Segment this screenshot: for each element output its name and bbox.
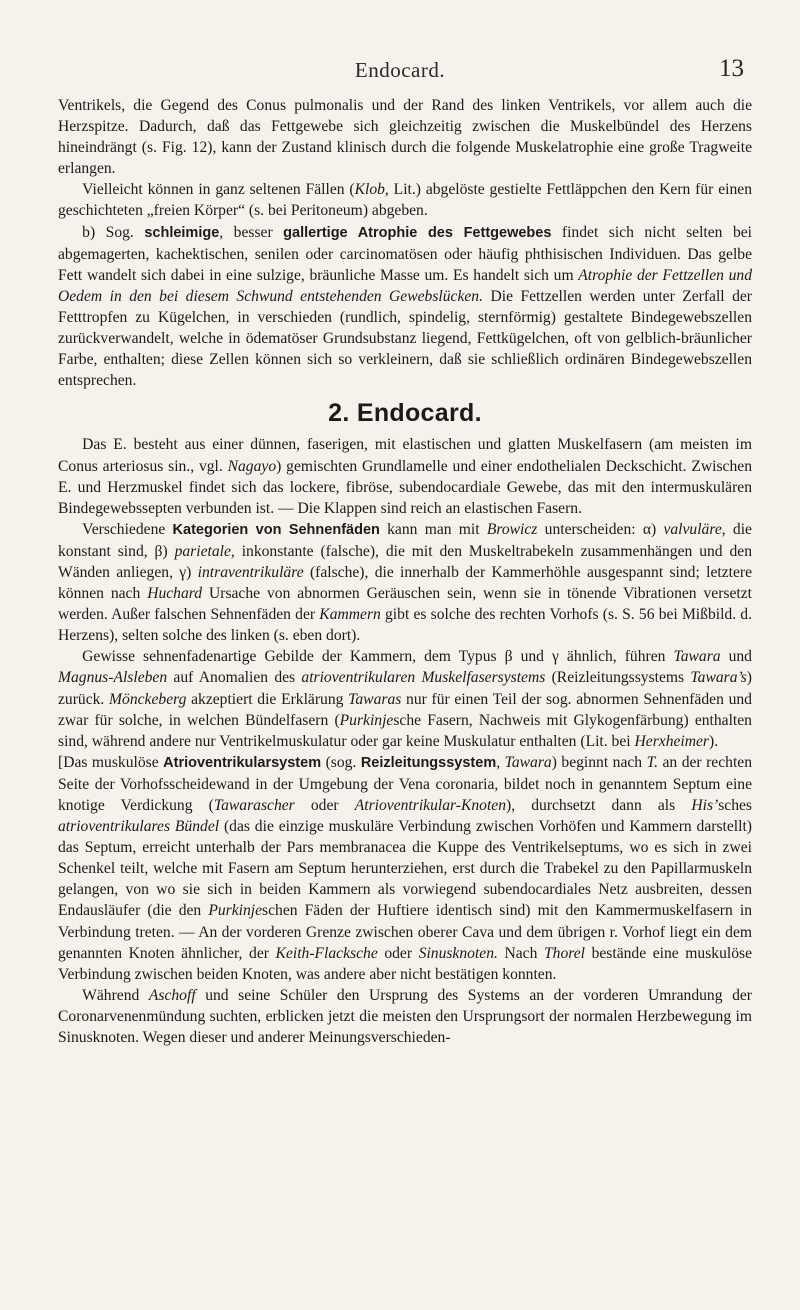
paragraph-3: b) Sog. schleimige, besser gallertige Atrophie des Fettgewebes findet sich nicht selten bei abgemagerten, kachektischen, senilen oder carcinomatösen oder häufig phthisischen Individuen. Das gelbe Fett wandelt sich dabei in eine sulzige, bräunliche Masse um. Es handelt sich um Atrophie der Fettzellen und Oedem in den bei diesem Schwund entstehenden Gewebslücken. Die Fettzellen werden unter Zerfall der Fetttropfen zu Kügelchen, in verschieden (rundlich, spindelig, sternförmig) gestaltete Bindegewebszellen zurückverwandelt, welche in ödematöser Grundsubstanz liegend, Fettkügelchen, oft von gelblich-bräunlicher Farbe, enthalten; diese Zellen können sich so verkleinern, daß sie schließlich ordinären Bindegewebszellen entsprechen. <box>58 223 753 390</box>
paragraph-4: Das E. besteht aus einer dünnen, faserigen, mit elastischen und glatten Muskelfasern (am meisten im Conus arteriosus sin., vgl. Nagayo) gemischten Grundlamelle und einer endothelialen Deckschicht. Zwischen E. und Herzmuskel findet sich das lockere, fibröse, subendocardiale Gewebe, das mit den intermuskulären Bindegewebssepten verbunden ist. — Die Klappen sind reich an elastischen Fasern. <box>58 436 752 517</box>
paragraph-2: Vielleicht können in ganz seltenen Fällen (Klob, Lit.) abgelöste gestielte Fettläppchen den Kern für einen geschichteten „freien Körper“ (s. bei Peritoneum) abgeben. <box>58 181 752 220</box>
page-number: 13 <box>719 55 744 82</box>
paragraph-1: Ventrikels, die Gegend des Conus pulmonalis und der Rand des linken Ventrikels, vor allem auch die Herzspitze. Dadurch, daß das Fettgewebe sich gleichzeitig zwischen die Muskelbündel des Herzens hineindrängt (s. Fig. 12), kann der Zustand klinisch durch die folgende Muskelatrophie eine große Tragweite erlangen. <box>58 97 752 178</box>
section-heading: 2. Endocard. <box>328 399 482 428</box>
paragraph-6: Gewisse sehnenfadenartige Gebilde der Kammern, dem Typus β und γ ähnlich, führen Tawara und Magnus-Alsleben auf Anomalien des atrioventrikularen Muskelfasersystems (Reizleitungssystems Tawara’s) zurück. Mönckeberg akzeptiert die Erklärung Tawaras nur für einen Teil der sog. abnormen Sehnenfäden und zwar für solche, in welchen Bündelfasern (Purkinjesche Fasern, Nachweis mit Glykogenfärbung) enthalten sind, während andere nur Ventrikelmuskulatur oder gar keine Muskulatur enthalten (Lit. bei Herxheimer). <box>58 648 752 750</box>
paragraph-8: Während Aschoff und seine Schüler den Ursprung des Systems an der vorderen Umrandung der Coronarvenenmündung suchten, erblicken jetzt die meisten den Ursprungsort der normalen Herzbewegung im Sinusknoten. Wegen dieser und anderer Meinungsverschieden- <box>58 986 752 1047</box>
paragraph-7: [Das muskulöse Atrioventrikularsystem (sog. Reizleitungssystem, Tawara) beginnt nach T. an der rechten Seite der Vorhofsscheidewand in der Umgebung der Vena coronaria, bildet noch in genanntem Septum eine knotige Verdickung (Tawarascher oder Atrioventrikular-Knoten), durchsetzt dann als His’sches atrioventrikulares Bündel (das die einzige muskuläre Verbindung zwischen Vorhöfen und Kammern darstellt) das Septum, erreicht unterhalb der Pars membranacea die Kuppe des Ventrikelseptums, wo es sich in zwei Schenkel teilt, welche mit Fasern am Septum herunterziehen, erst durch die Trabekel zu den Papillarmuskeln gelangen, von wo sie sich in beiden Kammern als vorwiegend subendocardiales Netz ausbreiten, dessen Endausläufer (die den Purkinjeschen Fäden der Huftiere identisch sind) mit den Kammermuskelfasern in Verbindung treten. — An der vorderen Grenze zwischen oberer Cava und dem übrigen r. Vorhof liegt ein dem genannten Knoten ähnlicher, der Keith-Flacksche oder Sinusknoten. Nach Thorel bestände eine muskulöse Verbindung zwischen beiden Knoten, was andere aber nicht bestätigen konnten. <box>58 753 753 983</box>
body-text <box>58 95 752 1048</box>
paragraph-5: Verschiedene Kategorien von Sehnenfäden kann man mit Browicz unterscheiden: α) valvuläre, die konstant sind, β) parietale, inkonstante (falsche), die mit den Muskeltrabekeln zusammenhängen und den Wänden anliegen, γ) intraventrikuläre (falsche), die innerhalb der Kammerhöhle ausgespannt sind; letztere können nach Huchard Ursache von abnormen Geräuschen sein, wenn sie in tönende Vibrationen versetzt werden. Außer falschen Sehnenfäden der Kammern gibt es solche des rechten Vorhofs (s. S. 56 bei Mißbild. d. Herzens), selten solche des linken (s. eben dort). <box>58 520 753 645</box>
running-title: Endocard. <box>354 58 446 82</box>
page-header <box>0 55 800 88</box>
